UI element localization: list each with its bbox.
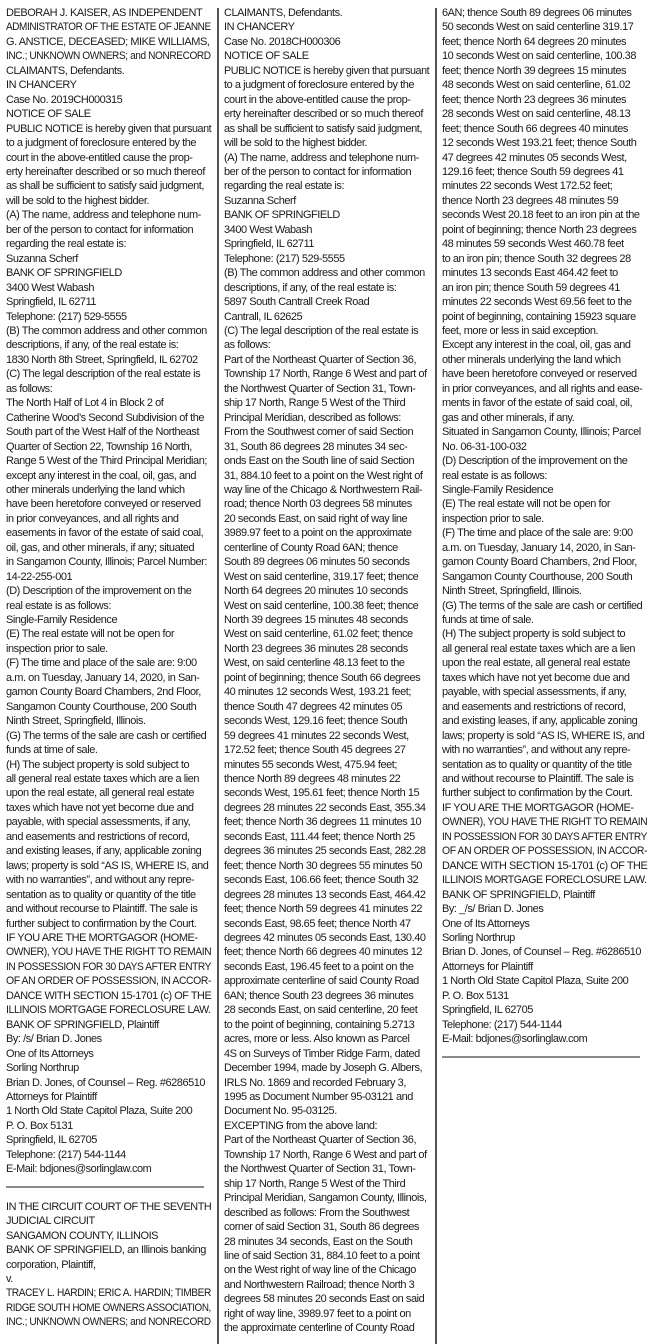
text-line: road; thence North 03 degrees 58 minutes — [224, 498, 412, 511]
text-line: 40 minutes 12 seconds West, 193.21 feet; — [224, 686, 411, 699]
text-line: described as follows: From the Southwest — [224, 1206, 410, 1219]
text-line: erty hereinafter described or so much thereof — [6, 165, 205, 178]
text-line: real estate is as follows: — [442, 469, 547, 482]
text-line: OF AN ORDER OF POSSESSION, IN ACCOR- — [442, 845, 648, 858]
text-line: NOTICE OF SALE — [6, 108, 91, 121]
text-line: P. O. Box 5131 — [6, 1119, 73, 1132]
text-line: minutes 55 seconds West, 475.94 feet; — [224, 758, 398, 771]
text-line: further subject to confirmation by the Court. — [6, 917, 197, 930]
text-line: Telephone: (217) 544-1144 — [442, 1018, 562, 1031]
text-line: corner of said Section 31, South 86 degrees — [224, 1221, 419, 1234]
text-line: payable, with special assessments, if any, — [6, 816, 191, 829]
text-line: degrees 28 minutes 22 seconds East, 355.34 — [224, 801, 426, 814]
text-line: onds East on the South line of said Section — [224, 455, 415, 468]
text-line: as shall be sufficient to satisfy said judgment, — [224, 122, 423, 135]
text-line: feet; thence North 30 degrees 55 minutes 50 — [224, 859, 423, 872]
text-line: 48 minutes 59 seconds West 460.78 feet — [442, 238, 624, 251]
text-line: ILLINOIS MORTGAGE FORECLOSURE LAW. — [6, 1004, 211, 1017]
text-line: 129.16 feet; thence South 59 degrees 41 — [442, 165, 624, 178]
column-2 — [224, 6, 429, 1336]
text-line: 28 seconds East, on said centerline, 20 feet — [224, 1004, 418, 1017]
text-line: ILLINOIS MORTGAGE FORECLOSURE LAW. — [442, 874, 647, 887]
text-line: to an iron pin; thence South 32 degrees 28 — [442, 252, 631, 265]
text-line: Case No. 2019CH000315 — [6, 93, 123, 106]
text-line: INC.; UNKNOWN OWNERS; and NONRECORD — [6, 50, 211, 63]
text-line: taxes which have not yet become due and — [442, 671, 630, 684]
text-line: The North Half of Lot 4 in Block 2 of — [6, 397, 164, 410]
text-line: (F) The time and place of the sale are: 9:00 — [442, 527, 633, 540]
text-line: IN POSSESSION FOR 30 DAYS AFTER ENTRY — [442, 830, 648, 843]
text-line: in prior conveyances, and all rights and — [6, 512, 179, 525]
text-line: TRACEY L. HARDIN; ERIC A. HARDIN; TIMBER — [6, 1287, 211, 1300]
text-line: 3400 West Wabash — [6, 281, 95, 294]
text-line: By: _/s/ Brian D. Jones — [442, 903, 544, 916]
text-line: court in the above-entitled cause the prop- — [6, 151, 193, 164]
text-line: feet; thence North 66 degrees 40 minutes 12 — [224, 946, 423, 959]
text-line: 14-22-255-001 — [6, 570, 73, 583]
text-line: easements in favor of the estate of said coal, — [6, 527, 204, 540]
text-line: Ninth Street, Springfield, Illinois. — [6, 715, 146, 728]
text-line: with no warranties”, and without any repre- — [442, 744, 631, 757]
text-line: By: /s/ Brian D. Jones — [6, 1033, 102, 1046]
text-line: Cantrall, IL 62625 — [224, 310, 303, 323]
text-line: G. ANSTICE, DECEASED; MIKE WILLIAMS, — [6, 35, 210, 48]
text-line: Sorling Northrup — [6, 1062, 79, 1075]
text-line: North 39 degrees 15 minutes 48 seconds — [224, 614, 408, 627]
text-line: a.m. on Tuesday, January 14, 2020, in San- — [6, 671, 200, 684]
text-line: Springfield, IL 62705 — [442, 1004, 533, 1017]
text-line: DEBORAH J. KAISER, AS INDEPENDENT — [6, 7, 203, 19]
text-line: degrees 28 minutes 13 seconds East, 464.42 — [224, 888, 426, 901]
text-line: as follows: — [6, 382, 53, 395]
text-line: (E) The real estate will not be open for — [442, 498, 611, 511]
notice-hardin-header — [6, 1200, 211, 1330]
text-line: 1995 as Document Number 95-03121 and — [224, 1090, 413, 1103]
text-line: IF YOU ARE THE MORTGAGOR (HOME- — [442, 801, 634, 814]
text-line: 12 seconds West 193.21 feet; thence South — [442, 137, 637, 150]
text-line: and without recourse to Plaintiff. The sale is — [442, 773, 634, 786]
text-line: Brian D. Jones, of Counsel – Reg. #6286510 — [6, 1076, 206, 1089]
text-line: other minerals underlying the land which — [442, 353, 621, 366]
text-line: Principal Meridian, Sangamon County, Illinois, — [224, 1192, 427, 1205]
text-line: inspection prior to sale. — [6, 642, 108, 655]
text-line: Part of the Northeast Quarter of Section 36, — [224, 353, 417, 366]
text-line: all general real estate taxes which are a lien — [6, 773, 200, 786]
notice-kaiser-anstice — [6, 6, 211, 1177]
text-line: on the West right of way line of the Chicago — [224, 1264, 416, 1277]
text-line: regarding the real estate is: — [224, 180, 345, 193]
text-line: 50 seconds West on said centerline 319.17 — [442, 21, 634, 34]
text-line: North 23 degrees 36 minutes 28 seconds — [224, 642, 408, 655]
text-line: have been heretofore conveyed or reserved — [6, 498, 201, 511]
text-line: Sorling Northrup — [442, 932, 515, 944]
text-line: and existing leases, if any, applicable zoning — [6, 845, 202, 858]
text-line: further subject to confirmation by the Court. — [442, 787, 633, 800]
text-line: SANGAMON COUNTY, ILLINOIS — [6, 1229, 159, 1242]
text-line: an iron pin; thence South 59 degrees 41 — [442, 281, 620, 294]
text-line: 59 degrees 41 minutes 22 seconds West, — [224, 729, 409, 742]
text-line: IN CHANCERY — [224, 21, 295, 34]
text-line: Township 17 North, Range 6 West and part of — [224, 368, 427, 381]
text-line: degrees 36 minutes 25 seconds East, 282.28 — [224, 845, 426, 858]
text-line: feet; thence North 59 degrees 41 minutes 22 — [224, 903, 423, 916]
text-line: except any interest in the coal, oil, gas, and — [6, 469, 196, 482]
text-line: IN POSSESSION FOR 30 DAYS AFTER ENTRY — [6, 960, 212, 973]
text-line: E-Mail: bdjones@sorlinglaw.com — [442, 1033, 588, 1046]
text-line: DANCE WITH SECTION 15-1701 (c) OF THE — [442, 859, 648, 872]
text-line: 3989.97 feet to a point on the approximate — [224, 527, 412, 540]
text-line: taxes which have not yet become due and — [6, 801, 194, 814]
text-line: seconds East, 196.45 feet to a point on the — [224, 960, 414, 973]
text-line: Springfield, IL 62705 — [6, 1134, 97, 1147]
text-line: Telephone: (217) 529-5555 — [6, 310, 127, 323]
text-line: (B) The common address and other common — [6, 324, 207, 337]
text-line: (C) The legal description of the real estate is — [224, 324, 419, 337]
text-line: and existing leases, if any, applicable zoning — [442, 715, 638, 728]
text-line: From the Southwest corner of said Section — [224, 426, 414, 439]
notice-separator-rule — [6, 1186, 204, 1188]
text-line: gamon County Board Chambers, 2nd Floor, — [442, 556, 637, 569]
text-line: degrees 58 minutes 20 seconds East on said — [224, 1293, 425, 1306]
text-line: 20 seconds East, on said right of way line — [224, 512, 408, 525]
text-line: 10 seconds West on said centerline, 100.38 — [442, 50, 636, 63]
text-line: v. — [6, 1272, 13, 1285]
text-line: the Northwest Quarter of Section 31, Town- — [224, 382, 416, 395]
text-line: Catherine Wood’s Second Subdivision of the — [6, 411, 205, 424]
text-line: RIDGE SOUTH HOME OWNERS ASSOCIATION, — [6, 1301, 211, 1314]
column-1 — [6, 6, 211, 1330]
text-line: IN THE CIRCUIT COURT OF THE SEVENTH — [6, 1200, 212, 1213]
text-line: E-Mail: bdjones@sorlinglaw.com — [6, 1163, 152, 1176]
text-line: laws; property is sold “AS IS, WHERE IS, and — [6, 859, 209, 872]
text-line: (F) The time and place of the sale are: 9:00 — [6, 657, 197, 670]
text-line: descriptions, if any, of the real estate is: — [6, 339, 179, 352]
text-line: a.m. on Tuesday, January 14, 2020, in San- — [442, 541, 636, 554]
text-line: One of Its Attorneys — [6, 1047, 94, 1060]
text-line: (G) The terms of the sale are cash or certified — [6, 729, 207, 742]
text-line: and easements and restrictions of record, — [442, 700, 626, 713]
text-line: sentation as to quality or quantity of the title — [6, 888, 196, 901]
text-line: ADMINISTRATOR OF THE ESTATE OF JEANNE — [6, 21, 211, 34]
text-line: funds at time of sale. — [6, 744, 98, 757]
text-line: OWNER), YOU HAVE THE RIGHT TO REMAIN — [6, 946, 212, 959]
text-line: seconds West 20.18 feet to an iron pin at the — [442, 209, 640, 222]
column-3 — [442, 6, 647, 1070]
text-line: Quarter of Section 22, Township 16 North, — [6, 440, 192, 453]
text-line: the Northwest Quarter of Section 31, Town- — [224, 1163, 416, 1176]
text-line: feet, more or less in said exception. — [442, 324, 599, 337]
text-line: feet; thence South 66 degrees 40 minutes — [442, 122, 628, 135]
text-line: North 64 degrees 20 minutes 10 seconds — [224, 585, 408, 598]
text-line: 31, South 86 degrees 28 minutes 34 sec- — [224, 440, 408, 453]
text-line: upon the real estate, all general real estate — [442, 657, 631, 670]
text-line: 4S on Surveys of Timber Ridge Farm, dated — [224, 1047, 420, 1060]
text-line: seconds East, 98.65 feet; thence North 47 — [224, 917, 411, 930]
text-line: laws; property is sold “AS IS, WHERE IS, and — [442, 729, 645, 742]
text-line: Springfield, IL 62711 — [224, 238, 315, 251]
text-line: 1830 North 8th Street, Springfield, IL 62702 — [6, 353, 198, 366]
text-line: Attorneys for Plaintiff — [442, 960, 533, 973]
text-line: BANK OF SPRINGFIELD, Plaintiff — [442, 888, 595, 901]
text-line: Suzanna Scherf — [224, 194, 296, 207]
text-line: minutes 22 seconds West 69.56 feet to the — [442, 296, 632, 309]
text-line: will be sold to the highest bidder. — [6, 194, 150, 207]
text-line: 5897 South Cantrall Creek Road — [224, 296, 370, 309]
text-line: (C) The legal description of the real estate is — [6, 368, 201, 381]
text-line: West on said centerline, 100.38 feet; thence — [224, 599, 419, 612]
text-line: seconds East, 106.66 feet; thence South 32 — [224, 874, 419, 887]
notice-hardin-body — [224, 6, 429, 1336]
text-line: P. O. Box 5131 — [442, 989, 509, 1002]
text-line: thence South 47 degrees 42 minutes 05 — [224, 700, 403, 713]
text-line: 31, 884.10 feet to a point on the West right of — [224, 469, 423, 482]
text-line: right of way line, 3989.97 feet to a point on — [224, 1307, 411, 1320]
text-line: Single-Family Residence — [6, 614, 118, 627]
text-line: Single-Family Residence — [442, 483, 554, 496]
text-line: Range 5 West of the Third Principal Meridian; — [6, 455, 207, 468]
text-line: Ninth Street, Springfield, Illinois. — [442, 585, 582, 598]
text-line: payable, with special assessments, if any, — [442, 686, 627, 699]
text-line: No. 06-31-100-032 — [442, 440, 527, 453]
text-line: (A) The name, address and telephone num- — [6, 209, 201, 222]
text-line: the approximate centerline of County Road — [224, 1322, 415, 1335]
text-line: Sangamon County Courthouse, 200 South — [442, 570, 633, 583]
text-line: Springfield, IL 62711 — [6, 296, 97, 309]
text-line: 6AN; thence South 89 degrees 06 minutes — [442, 7, 632, 19]
text-line: 28 seconds West on said centerline, 48.13 — [442, 108, 631, 121]
text-line: Brian D. Jones, of Counsel – Reg. #6286510 — [442, 946, 642, 959]
text-line: thence North 89 degrees 48 minutes 22 — [224, 773, 401, 786]
text-line: degrees 42 minutes 05 seconds East, 130.40 — [224, 932, 426, 944]
text-line: and Northwestern Railroad; thence North 3 — [224, 1278, 415, 1291]
text-line: Telephone: (217) 529-5555 — [224, 252, 345, 265]
text-line: to a judgment of foreclosure entered by the — [6, 137, 197, 150]
text-line: Township 17 North, Range 6 West and part of — [224, 1148, 427, 1161]
text-line: Sangamon County Courthouse, 200 South — [6, 700, 197, 713]
text-line: 1 North Old State Capitol Plaza, Suite 200 — [442, 975, 629, 988]
text-line: CLAIMANTS, Defendants. — [6, 64, 125, 77]
text-line: (G) The terms of the sale are cash or certified — [442, 599, 643, 612]
text-line: in Sangamon County, Illinois; Parcel Number: — [6, 556, 207, 569]
text-line: 6AN; thence South 23 degrees 36 minutes — [224, 989, 414, 1002]
text-line: as follows: — [224, 339, 271, 352]
text-line: (A) The name, address and telephone num- — [224, 151, 419, 164]
text-line: gamon County Board Chambers, 2nd Floor, — [6, 686, 201, 699]
text-line: to the point of beginning, containing 5.2713 — [224, 1018, 415, 1031]
text-line: point of beginning; thence North 23 degrees — [442, 223, 637, 236]
text-line: ments in favor of the estate of said coal, oil, — [442, 397, 633, 410]
text-line: IN CHANCERY — [6, 79, 77, 92]
notice-end-rule — [442, 1056, 640, 1058]
text-line: and easements and restrictions of record, — [6, 830, 190, 843]
text-line: erty hereinafter described or so much thereof — [224, 108, 423, 121]
text-line: regarding the real estate is: — [6, 238, 127, 251]
text-line: OF AN ORDER OF POSSESSION, IN ACCOR- — [6, 975, 212, 988]
text-line: (D) Description of the improvement on the — [442, 455, 628, 468]
text-line: West, on said centerline 48.13 feet to the — [224, 657, 405, 670]
text-line: have been heretofore conveyed or reserved — [442, 368, 637, 381]
text-line: gas and other minerals, if any. — [442, 411, 575, 424]
text-line: Case No. 2018CH000306 — [224, 35, 341, 48]
text-line: court in the above-entitled cause the prop- — [224, 93, 411, 106]
text-line: Except any interest in the coal, oil, gas and — [442, 339, 631, 352]
text-line: Suzanna Scherf — [6, 252, 78, 265]
text-line: point of beginning; thence South 66 degrees — [224, 671, 421, 684]
text-line: Attorneys for Plaintiff — [6, 1090, 97, 1103]
text-line: line of said Section 31, 884.10 feet to a point — [224, 1249, 420, 1262]
text-line: in prior conveyances, and all rights and ease- — [442, 382, 643, 395]
text-line: descriptions, if any, of the real estate is: — [224, 281, 397, 294]
text-line: OWNER), YOU HAVE THE RIGHT TO REMAIN — [442, 816, 648, 829]
text-line: (D) Description of the improvement on the — [6, 585, 192, 598]
notice-hardin-continued — [442, 6, 647, 1047]
text-line: BANK OF SPRINGFIELD — [224, 209, 340, 222]
text-line: ship 17 North, Range 5 West of the Third — [224, 1177, 406, 1190]
text-line: Telephone: (217) 544-1144 — [6, 1148, 126, 1161]
text-line: Situated in Sangamon County, Illinois; Parcel — [442, 426, 641, 439]
text-line: 48 seconds West on said centerline, 61.02 — [442, 79, 631, 92]
text-line: EXCEPTING from the above land: — [224, 1119, 378, 1132]
text-line: as shall be sufficient to satisfy said judgment, — [6, 180, 205, 193]
text-line: BANK OF SPRINGFIELD, Plaintiff — [6, 1018, 159, 1031]
text-line: 1 North Old State Capitol Plaza, Suite 200 — [6, 1105, 193, 1118]
text-line: BANK OF SPRINGFIELD — [6, 267, 122, 280]
column-divider — [435, 8, 437, 1344]
text-line: South 89 degrees 06 minutes 50 seconds — [224, 556, 410, 569]
text-line: minutes 13 seconds East 464.42 feet to — [442, 267, 618, 280]
text-line: seconds West, 129.16 feet; thence South — [224, 715, 408, 728]
text-line: real estate is as follows: — [6, 599, 111, 612]
text-line: West on said centerline, 61.02 feet; thence — [224, 628, 413, 641]
text-line: Part of the Northeast Quarter of Section 36, — [224, 1134, 417, 1147]
text-line: DANCE WITH SECTION 15-1701 (c) OF THE — [6, 989, 212, 1002]
text-line: and without recourse to Plaintiff. The sale is — [6, 903, 198, 916]
text-line: oil, gas, and other minerals, if any; situated — [6, 541, 195, 554]
text-line: way line of the Chicago & Northwestern Rail- — [224, 483, 423, 496]
text-line: Document No. 95-03125. — [224, 1105, 337, 1118]
text-line: 28 minutes 34 seconds, East on the South — [224, 1235, 413, 1248]
text-line: thence North 23 degrees 48 minutes 59 — [442, 194, 619, 207]
text-line: PUBLIC NOTICE is hereby given that pursuant — [6, 122, 212, 135]
text-line: (H) The subject property is sold subject to — [6, 758, 190, 771]
text-line: approximate centerline of said County Road — [224, 975, 419, 988]
text-line: JUDICIAL CIRCUIT — [6, 1215, 95, 1228]
text-line: (B) The common address and other common — [224, 267, 425, 280]
text-line: funds at time of sale. — [442, 614, 534, 627]
text-line: feet; thence North 36 degrees 11 minutes 10 — [224, 816, 422, 829]
text-line: feet; thence North 23 degrees 36 minutes — [442, 93, 627, 106]
text-line: (H) The subject property is sold subject to — [442, 628, 626, 641]
text-line: with no warranties”, and without any repre- — [6, 874, 195, 887]
text-line: NOTICE OF SALE — [224, 50, 309, 63]
text-line: (E) The real estate will not be open for — [6, 628, 175, 641]
column-divider — [217, 8, 219, 1344]
text-line: corporation, Plaintiff, — [6, 1258, 96, 1271]
text-line: inspection prior to sale. — [442, 512, 544, 525]
text-line: other minerals underlying the land which — [6, 483, 185, 496]
text-line: feet; thence North 64 degrees 20 minutes — [442, 35, 627, 48]
text-line: West on said centerline, 319.17 feet; thence — [224, 570, 419, 583]
text-line: IF YOU ARE THE MORTGAGOR (HOME- — [6, 932, 198, 944]
text-line: INC.; UNKNOWN OWNERS; and NONRECORD — [6, 1316, 211, 1329]
text-line: point of beginning, containing 15923 square — [442, 310, 636, 323]
text-line: all general real estate taxes which are a lien — [442, 642, 636, 655]
text-line: PUBLIC NOTICE is hereby given that pursuant — [224, 64, 430, 77]
text-line: December 1994, made by Joseph G. Albers, — [224, 1062, 423, 1075]
text-line: 172.52 feet; thence South 45 degrees 27 — [224, 744, 406, 757]
text-line: will be sold to the highest bidder. — [224, 137, 368, 150]
text-line: upon the real estate, all general real estate — [6, 787, 195, 800]
text-line: ship 17 North, Range 5 West of the Third — [224, 397, 406, 410]
text-line: feet; thence North 39 degrees 15 minutes — [442, 64, 627, 77]
text-line: BANK OF SPRINGFIELD, an Illinois banking — [6, 1244, 206, 1257]
text-line: seconds East, 111.44 feet; thence North 25 — [224, 830, 415, 843]
text-line: 47 degrees 42 minutes 05 seconds West, — [442, 151, 627, 164]
text-line: acres, more or less. Also known as Parcel — [224, 1033, 410, 1046]
text-line: minutes 22 seconds West 172.52 feet; — [442, 180, 613, 193]
text-line: seconds West, 195.61 feet; thence North 15 — [224, 787, 420, 800]
text-line: 3400 West Wabash — [224, 223, 313, 236]
text-line: ber of the person to contact for information — [6, 223, 194, 236]
text-line: One of Its Attorneys — [442, 917, 530, 930]
text-line: Principal Meridian, described as follows: — [224, 411, 401, 424]
text-line: South part of the West Half of the Northeast — [6, 426, 200, 439]
text-line: centerline of County Road 6AN; thence — [224, 541, 398, 554]
text-line: sentation as to quality or quantity of the title — [442, 758, 632, 771]
text-line: to a judgment of foreclosure entered by the — [224, 79, 415, 92]
text-line: ber of the person to contact for information — [224, 165, 412, 178]
text-line: CLAIMANTS, Defendants. — [224, 7, 343, 19]
text-line: IRLS No. 1869 and recorded February 3, — [224, 1076, 406, 1089]
